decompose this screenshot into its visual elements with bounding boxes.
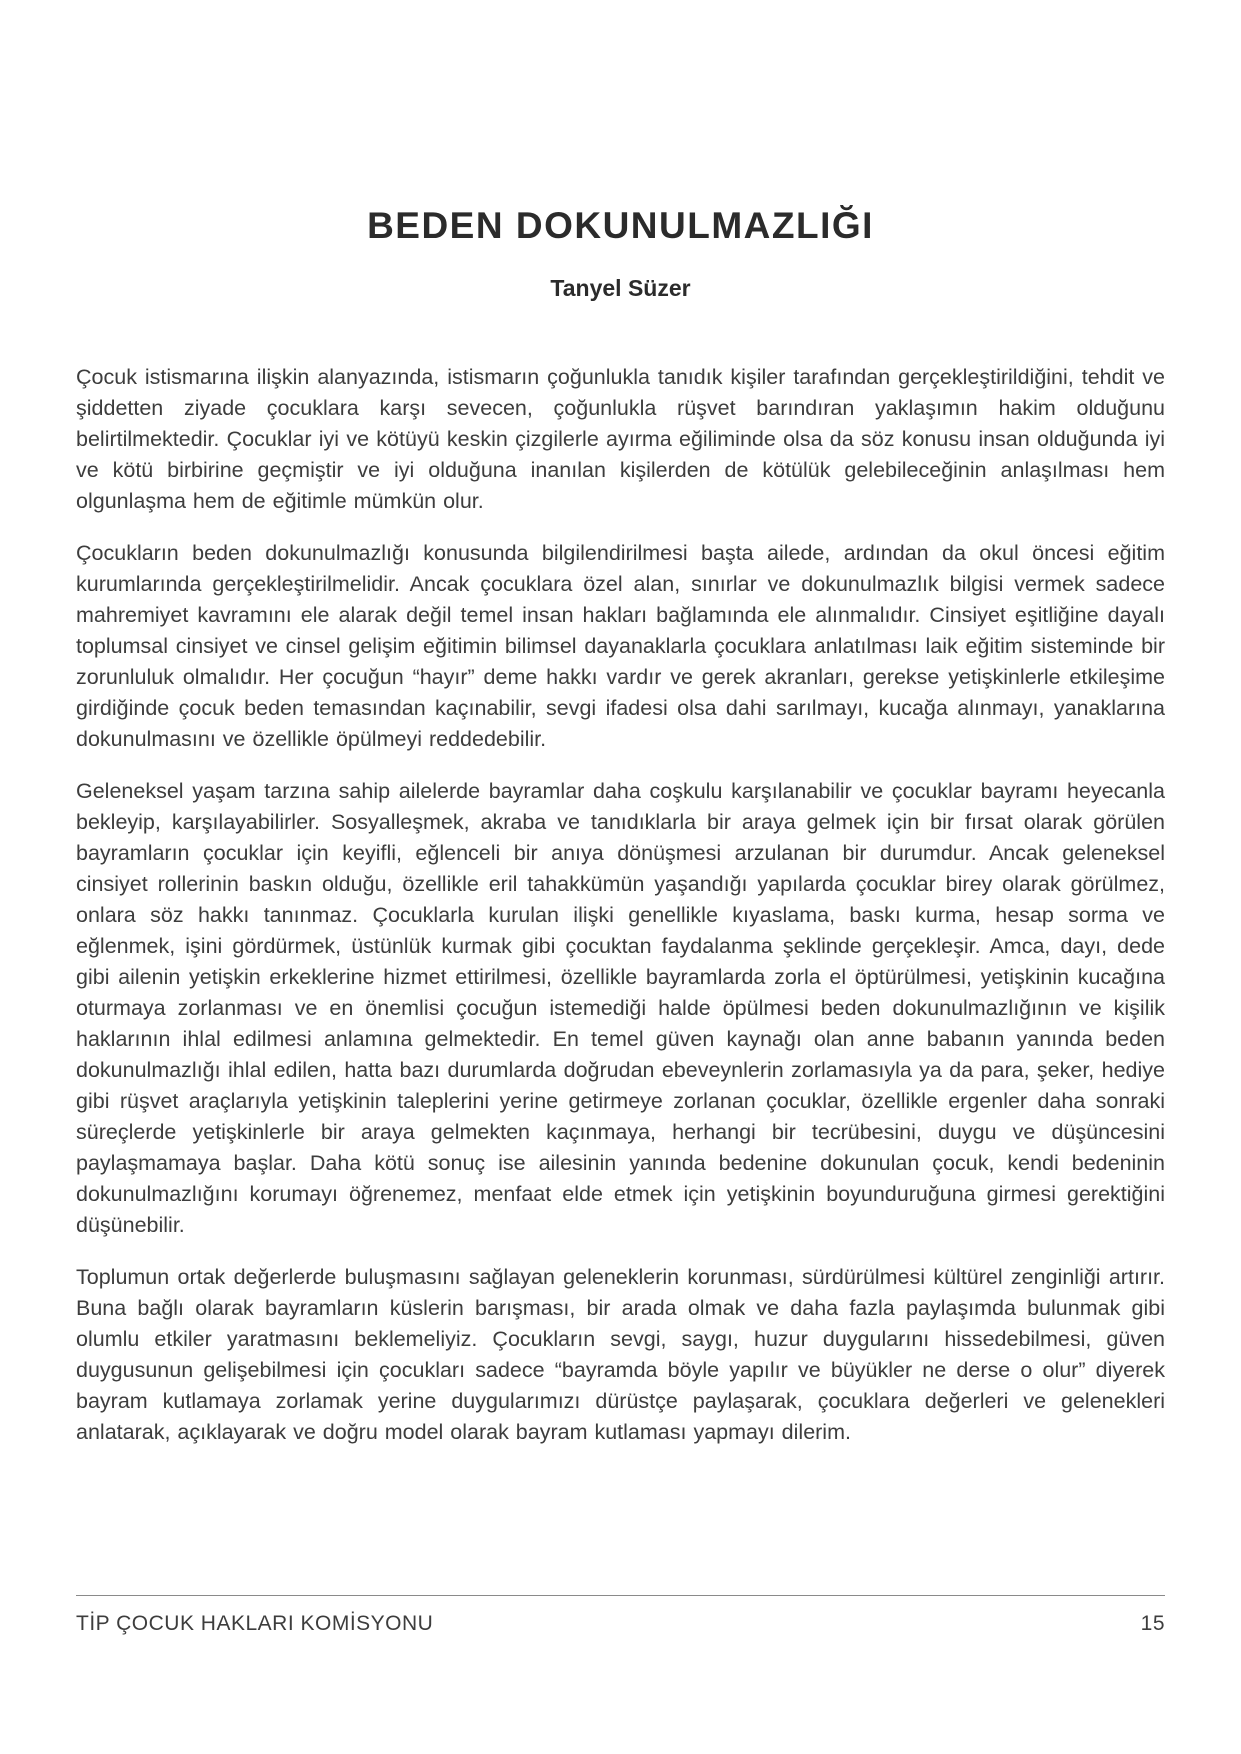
article-body [76,362,1165,1448]
page-number: 15 [1140,1612,1165,1635]
paragraph-4: Toplumun ortak değerlerde buluşmasını sağlayan geleneklerin korunması, sürdürülmesi kültürel zenginliği artırır. Buna bağlı olarak bayramların küslerin barışması, bir arada olmak ve daha fazla paylaşımda bulunmak gibi olumlu etkiler yaratmasını beklemeliyiz. Çocukların sevgi, saygı, huzur duygularını hissedebilmesi, güven duygusunun gelişebilmesi için çocukları sadece “bayramda böyle yapılır ve büyükler ne derse o olur” diyerek bayram kutlamaya zorlamak yerine duygularımızı dürüstçe paylaşarak, çocuklara değerleri ve gelenekleri anlatarak, açıklayarak ve doğru model olarak bayram kutlaması yapmayı dilerim. [76,1265,1165,1444]
footer-running-title: TİP ÇOCUK HAKLARI KOMİSYONU [76,1612,434,1635]
paragraph-1: Çocuk istismarına ilişkin alanyazında, istismarın çoğunlukla tanıdık kişiler tarafından gerçekleştirildiğini, tehdit ve şiddetten ziyade çocuklara karşı sevecen, çoğunlukla rüşvet barındıran yaklaşımın hakim olduğunu belirtilmektedir. Çocuklar iyi ve kötüyü keskin çizgilerle ayırma eğiliminde olsa da söz konusu insan olduğunda iyi ve kötü birbirine geçmiştir ve iyi olduğuna inanılan kişilerden de kötülük gelebileceğinin anlaşılması hem olgunlaşma hem de eğitimle mümkün olur. [76,365,1165,513]
author-name: Tanyel Süzer [550,275,691,301]
paragraph-3: Geleneksel yaşam tarzına sahip ailelerde bayramlar daha coşkulu karşılanabilir ve çocuklar bayramı heyecanla bekleyip, karşılayabilirler. Sosyalleşmek, akraba ve tanıdıklarla bir araya gelmek için bir fırsat olarak görülen bayramların çocuklar için keyifli, eğlenceli bir anıya dönüşmesi arzulanan bir durumdur. Ancak geleneksel cinsiyet rollerinin baskın olduğu, özellikle eril tahakkümün yaşandığı yapılarda çocuklar birey olarak görülmez, onlara söz hakkı tanınmaz. Çocuklarla kurulan ilişki genellikle kıyaslama, baskı kurma, hesap sorma ve eğlenmek, işini gördürmek, üstünlük kurmak gibi çocuktan faydalanma şeklinde gerçekleşir. Amca, dayı, dede gibi ailenin yetişkin erkeklerine hizmet ettirilmesi, özellikle bayramlarda zorla el öptürülmesi, yetişkinin kucağına oturmaya zorlanması ve en önemlisi çocuğun istemediği halde öpülmesi beden dokunulmazlığının ve kişilik haklarının ihlal edilmesi anlamına gelmektedir. En temel güven kaynağı olan anne babanın yanında beden dokunulmazlığı ihlal edilen, hatta bazı durumlarda doğrudan ebeveynlerin zorlamasıyla ya da para, şeker, hediye gibi rüşvet araçlarıyla yetişkinin taleplerini yerine getirmeye zorlanan çocuklar, özellikle ergenler daha sonraki süreçlerde yetişkinlerle bir araya gelmekten kaçınmaya, herhangi bir tecrübesini, duygu ve düşüncesini paylaşmamaya başlar. Daha kötü sonuç ise ailesinin yanında bedenine dokunulan çocuk, kendi bedeninin dokunulmazlığını korumayı öğrenemez, menfaat elde etmek için yetişkinin boyunduruğuna girmesi gerektiğini düşünebilir. [76,779,1165,1237]
page-footer [76,1595,1165,1636]
page-title: BEDEN DOKUNULMAZLIĞI [367,205,874,246]
paragraph-2: Çocukların beden dokunulmazlığı konusunda bilgilendirilmesi başta ailede, ardından da okul öncesi eğitim kurumlarında gerçekleştirilmelidir. Ancak çocuklara özel alan, sınırlar ve dokunulmazlık bilgisi vermek sadece mahremiyet kavramını ele alarak değil temel insan hakları bağlamında ele alınmalıdır. Cinsiyet eşitliğine dayalı toplumsal cinsiyet ve cinsel gelişim eğitimin bilimsel dayanaklarla çocuklara anlatılması laik eğitim sisteminde bir zorunluluk olmalıdır. Her çocuğun “hayır” deme hakkı vardır ve gerek akranları, gerekse yetişkinlerle etkileşime girdiğinde çocuk beden temasından kaçınabilir, sevgi ifadesi olsa dahi sarılmayı, kucağa alınmayı, yanaklarına dokunulmasını ve özellikle öpülmeyi reddedebilir. [76,541,1165,751]
